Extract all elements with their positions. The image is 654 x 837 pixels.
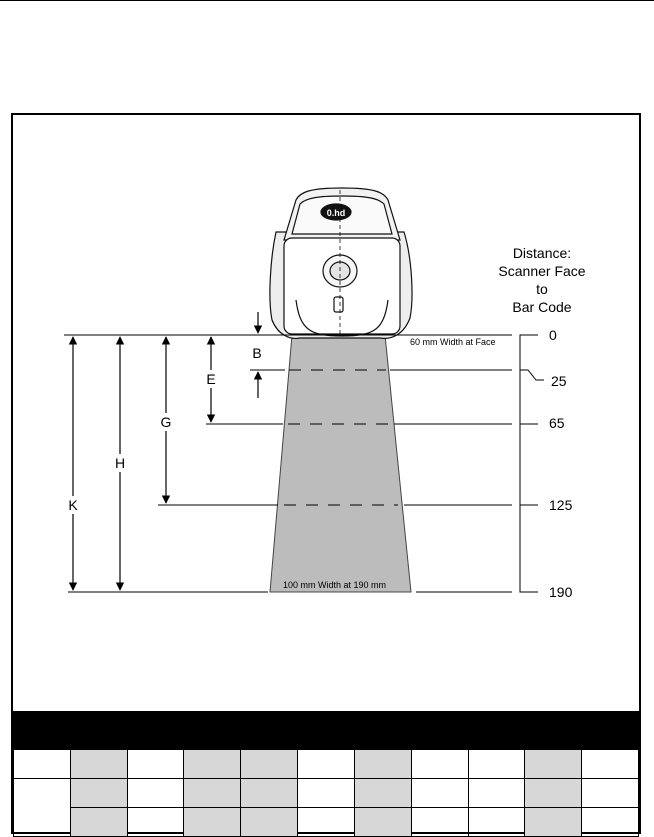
- table-cell: [298, 750, 355, 779]
- tick-label-190: 190: [549, 584, 573, 600]
- table-cell: [354, 779, 411, 808]
- table-cell: [411, 779, 468, 808]
- table-row: [14, 750, 639, 779]
- table-cell: [70, 808, 127, 837]
- face-width-note: 60 mm Width at Face: [410, 337, 496, 347]
- scanner-badge-label: 0.hd: [326, 208, 346, 218]
- label-E: E: [206, 371, 216, 387]
- table-cell: [70, 779, 127, 808]
- distance-title-line-1: Distance:: [512, 245, 572, 261]
- table-cell: [298, 808, 355, 837]
- table-cell: [184, 750, 241, 779]
- table-cell: [582, 750, 639, 779]
- table-cell: [241, 750, 298, 779]
- table-cell: [525, 808, 582, 837]
- distance-scale: [520, 335, 538, 592]
- specification-table: [13, 749, 639, 837]
- distance-title-line-2: Scanner Face: [498, 263, 586, 279]
- scan-beam: [270, 335, 411, 592]
- far-width-note: 100 mm Width at 190 mm: [283, 580, 387, 590]
- tick-label-0: 0: [549, 327, 557, 343]
- table-cell: [525, 779, 582, 808]
- table-cell: [354, 750, 411, 779]
- tick-label-65: 65: [549, 415, 565, 431]
- table-row: [14, 779, 639, 808]
- table-cell: [582, 808, 639, 837]
- label-K: K: [68, 497, 78, 513]
- tick-label-25: 25: [551, 373, 567, 389]
- table-cell: [241, 808, 298, 837]
- table-header-band: [13, 711, 639, 749]
- table-cell: [127, 808, 184, 837]
- table-cell: [70, 750, 127, 779]
- table-cell: [298, 779, 355, 808]
- table-cell: [411, 808, 468, 837]
- tick-label-125: 125: [549, 497, 573, 513]
- table-cell: [468, 808, 525, 837]
- table-cell: [184, 808, 241, 837]
- label-G: G: [160, 414, 172, 430]
- table-cell: [184, 779, 241, 808]
- scale-tick-25: [520, 370, 544, 380]
- label-H: H: [114, 455, 126, 471]
- distance-title-line-4: Bar Code: [512, 299, 572, 315]
- table-cell: [411, 750, 468, 779]
- table-cell: [354, 808, 411, 837]
- table-cell: [127, 750, 184, 779]
- table-cell: [582, 779, 639, 808]
- distance-title: [498, 245, 585, 315]
- table-cell: [468, 750, 525, 779]
- label-B: B: [252, 345, 262, 361]
- distance-title-line-3: to: [536, 281, 548, 297]
- table-cell: [127, 779, 184, 808]
- table-cell: [468, 779, 525, 808]
- table-cell: [525, 750, 582, 779]
- table-row: [14, 808, 639, 837]
- scale-labels: [549, 327, 573, 600]
- table-cell: [14, 750, 71, 779]
- table-cell: [241, 779, 298, 808]
- table-cell: [14, 779, 71, 837]
